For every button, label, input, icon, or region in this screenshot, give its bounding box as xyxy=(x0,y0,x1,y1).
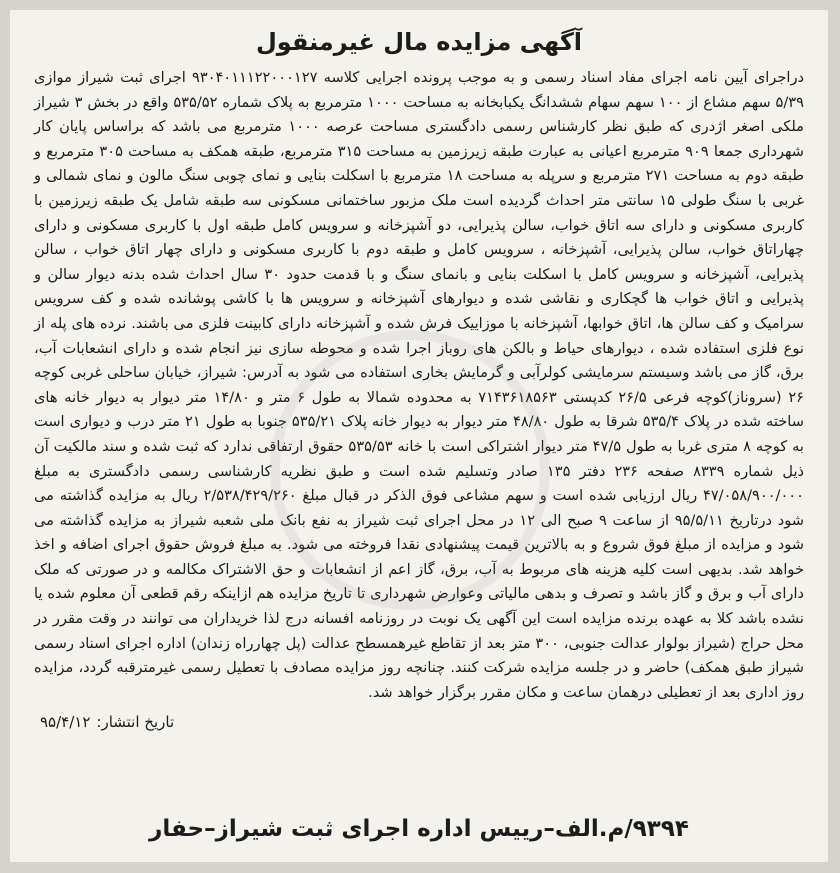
publish-date-line xyxy=(34,713,804,731)
notice-body: دراجرای آیین نامه اجرای مفاد اسناد رسمی و به موجب پرونده اجرایی کلاسه ۹۳۰۴۰۱۱۱۲۲۰۰۰۱۲۷ اجرای ثبت شیراز موازی ۵/۳۹ سهم مشاع از ۱۰۰ سهم سهام ششدانگ یکبابخانه به مساحت ۱۰۰۰ مترمربع به پلاک شماره ۵۳۵/۵۲ واقع در بخش ۳ شیراز ملکی اصغر اژدری که طبق نظر کارشناس رسمی دادگستری مساحت عرصه ۱۰۰۰ مترمربع می باشد که براساس پایان کار شهرداری جمعا ۹۰۹ مترمربع اعیانی به عبارت طبقه زیرزمین به مساحت ۳۱۵ مترمربع، طبقه همکف به مساحت ۳۰۵ مترمربع و طبقه دوم به مساحت ۲۷۱ مترمربع و سرپله به مساحت ۱۸ مترمربع با اسکلت بنایی و نمای چوبی سنگ مالون و نمای شمالی و غربی با سنگ طولی ۱۵ سانتی متر احداث گردیده است ملک مزبور ساختمانی مسکونی سه طبقه شامل یک طبقه زیرزمین با کاربری مسکونی و دارای سه اتاق خواب، سالن پذیرایی، دو آشپزخانه و سرویس کامل طبقه اول با کاربری مسکونی و دارای چهاراتاق خواب، سالن پذیرایی، آشپزخانه ، سرویس کامل و طبقه دوم با کاربری مسکونی و دارای چهار اتاق خواب ، سالن پذیرایی، آشپزخانه و سرویس کامل با اسکلت بنایی و بانمای سنگ و با قدمت حدود ۳۰ سال احداث شده بدنه دیوار سالن و پذیرایی و اتاق خواب ها گچکاری و نقاشی شده و دیوارهای آشپزخانه و سرویس ها با کاشی پوشانده شده و کف سرویس سرامیک و کف سالن ها، اتاق خوابها، آشپزخانه با موزاییک فرش شده و آشپزخانه دارای کابینت فلزی می باشند. نرده های پله از نوع فلزی استفاده شده ، دیوارهای حیاط و بالکن های روباز اجرا شده و محوطه سازی نیز انجام شده و دارای انشعابات آب، برق، گاز می باشد وسیستم سرمایشی کولرآبی و گرمایش بخاری استفاده می شود به آدرس: شیراز، خیابان ساحلی غربی کوچه ۲۶ (سروناز)کوچه فرعی ۲۶/۵ کدپستی ۷۱۴۳۶۱۸۵۶۳ به محدوده شمالا به طول ۶ متر و ۱۴/۸۰ متر دیوار به دیوار خانه های ساخته شده در پلاک ۵۳۵/۴ شرقا به طول ۴۸/۸۰ متر دیوار به دیوار خانه پلاک ۵۳۵/۲۱ جنوبا به طول ۲۱ متر درب و دیواری است به کوچه ۸ متری غربا به طول ۴۷/۵ متر دیوار اشتراکی است با خانه ۵۳۵/۵۳ حقوق ارتفاقی ندارد که ثبت شده و سند مالکیت آن ذیل شماره ۸۳۳۹ صفحه ۲۳۶ دفتر ۱۳۵ صادر وتسلیم شده است و طبق نظریه کارشناسی رسمی دادگستری به مبلغ ۴۷/۰۵۸/۹۰۰/۰۰۰ ریال ارزیابی شده است و سهم مشاعی فوق الذکر در قبال مبلغ ۲/۵۳۸/۴۲۹/۲۶۰ ریال به مزایده گذاشته می شود درتاریخ ۹۵/۵/۱۱ از ساعت ۹ صبح الی ۱۲ در محل اجرای ثبت شیراز به نفع بانک ملی شعبه شیراز به مزایده گذاشته می شود و مزایده از مبلغ فوق شروع و به بالاترین قیمت پیشنهادی نقدا فروخته می شود. به مبلغ فروش حقوق اجرای اضافه و اخذ خواهد شد. بدیهی است کلیه هزینه های مربوط به آب، برق، گاز اعم از انشعابات و حق الاشتراک مکالمه و در صورتی که ملک دارای آب و برق و گاز باشد و تصرف و بدهی مالیاتی وعوارض شهرداری تا تاریخ مزایده هم ازاینکه رقم قطعی آن معلوم شده یا نشده باشد کلا به عهده برنده مزایده است این آگهی یک نوبت در روزنامه افسانه درج لذا خریداران می توانند در وقت مقرر در محل حراج (شیراز بولوار عدالت جنوبی، ۳۰۰ متر بعد از تقاطع غیرهمسطح عدالت (پل چهارراه زندان) اداره اجرای اسناد رسمی شیراز طبق همکف) حاضر و در جلسه مزایده شرکت کنند. چنانچه روز مزایده مصادف با تعطیل رسمی غیرمترقبه گردد، مزایده روز اداری بعد از تعطیلی درهمان ساعت و مکان مقرر برگزار خواهد شد. xyxy=(34,69,805,701)
publish-date-label: تاریخ انتشار: xyxy=(96,713,175,732)
notice-signature: ۹۳۹۴/م.الف–رییس اداره اجرای ثبت شیراز–حفار xyxy=(149,816,689,842)
notice-page xyxy=(10,10,828,862)
publish-date-value: ۹۵/۴/۱۲ xyxy=(40,713,91,732)
notice-title: آگهی مزایده مال غیرمنقول xyxy=(255,28,583,56)
